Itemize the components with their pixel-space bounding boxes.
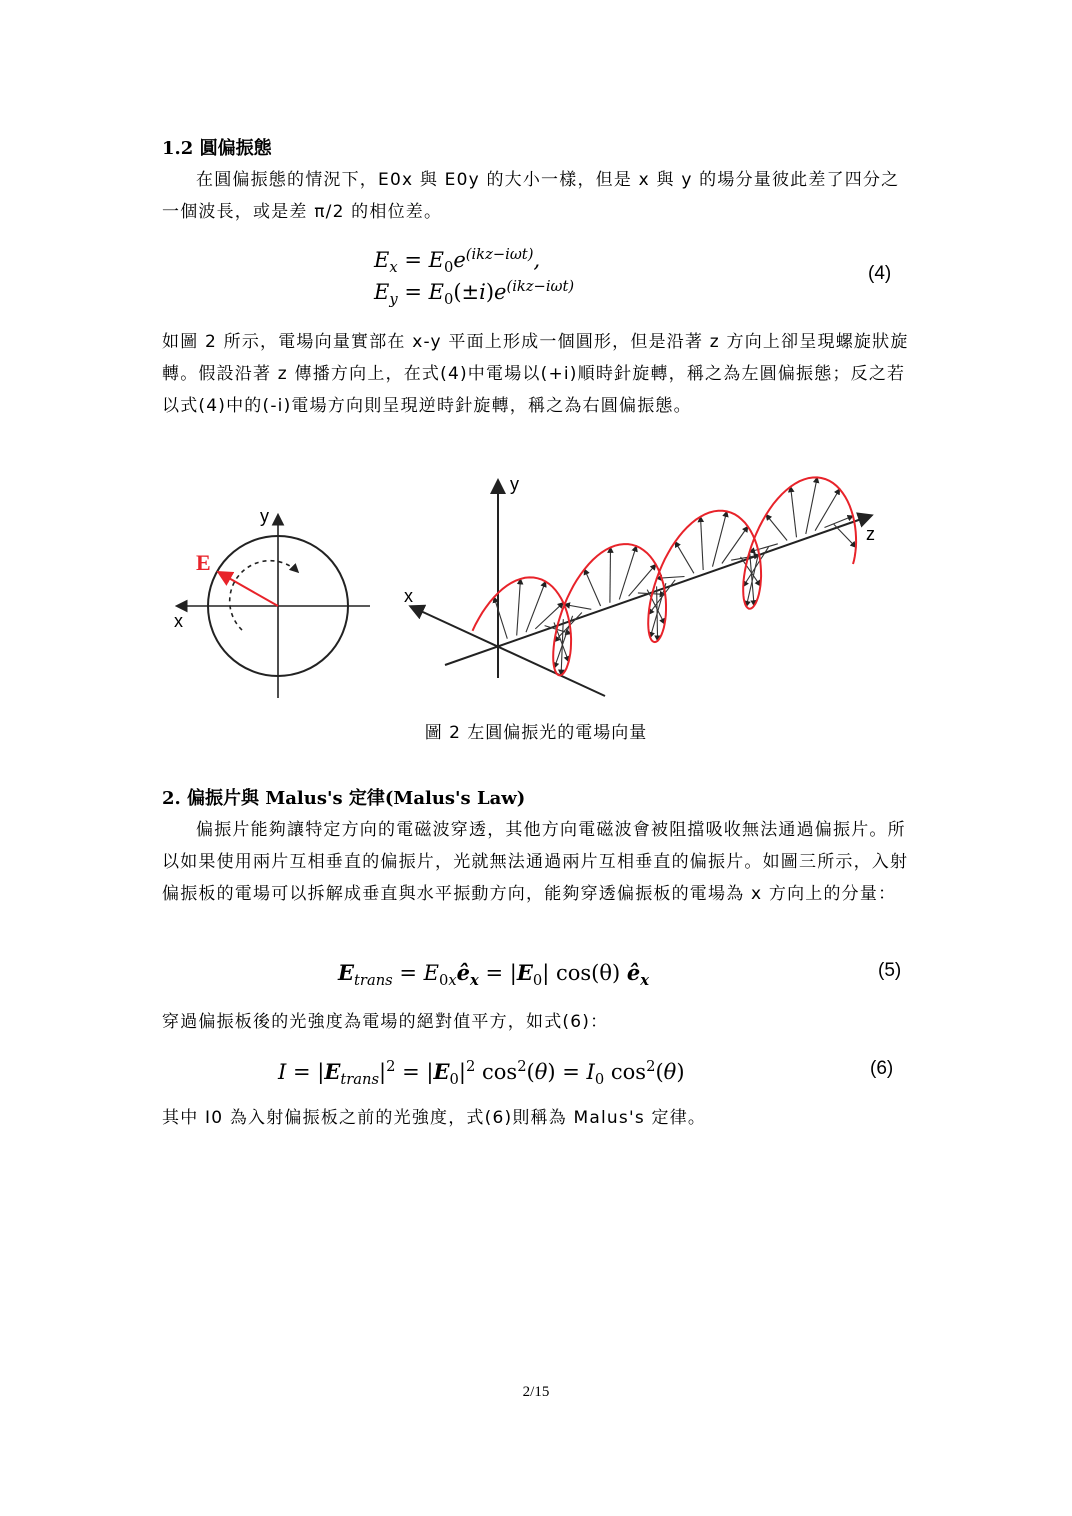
field-vector-arrow [619, 546, 636, 599]
equation-4-number: (4) [868, 263, 892, 284]
figure-2-caption: 圖 2 左圓偏振光的電場向量 [424, 723, 648, 743]
paragraph-intensity: 穿過偏振板後的光強度為電場的絕對值平方，如式(6)： [162, 1012, 609, 1032]
section-heading-2: 2. 偏振片與 Malus's 定律(Malus's Law) [162, 788, 526, 809]
equation-6-number: (6) [870, 1058, 894, 1079]
field-vector-arrow [585, 569, 601, 606]
field-vector-arrow [494, 597, 507, 639]
equation-4-line-1: $E_x = E_0e^{(ikz-i\omega t)}$, [374, 246, 541, 277]
figure-2 [150, 460, 910, 710]
field-vector-arrow [649, 580, 676, 615]
x-axis-3d [412, 607, 605, 696]
equation-6: $I = |E_{trans}|^2 = |E_0|^2$ $\cos^2(\theta) = I_0$ $\cos^2(\theta)$ [278, 1058, 685, 1089]
helix-curve [473, 477, 857, 675]
e-field-vector [220, 573, 278, 606]
field-vector-arrow [806, 477, 817, 534]
polarization-circle-diagram [174, 506, 370, 698]
helix-diagram [404, 474, 875, 696]
field-vector-arrow [675, 542, 694, 574]
paragraph-figure-description: 如圖 2 所示，電場向量實部在 x-y 平面上形成一個圓形，但是沿著 z 方向上卻呈現螺旋狀旋轉。假設沿著 z 傳播方向上，在式(4)中電場以(+i)順時針旋轉，稱之為左圓偏振態；反之若以式(4)中的(-i)電場方向則呈現逆時針旋轉，稱之為右圓偏振態。 [162, 332, 909, 416]
label-y-left: y [260, 506, 269, 526]
paragraph-circular-intro: 在圓偏振態的情況下，E0x 與 E0y 的大小一樣，但是 x 與 y 的場分量彼此差了四分之一個波長，或是差 π/2 的相位差。 [162, 170, 900, 222]
label-x-left: x [174, 611, 183, 631]
field-vector-arrow [526, 582, 546, 633]
field-vector-arrow [766, 515, 787, 541]
field-vector-arrow [565, 605, 592, 610]
field-vector-arrow [701, 517, 704, 570]
field-vector-arrow [610, 547, 611, 602]
label-y-right: y [510, 474, 519, 494]
section-heading-1-2: 1.2 圓偏振態 [162, 138, 272, 159]
field-vector-arrow [517, 579, 521, 636]
field-vector-arrow [815, 489, 840, 531]
label-z-right: z [866, 524, 875, 544]
field-vectors [494, 477, 856, 675]
field-vector-arrow [834, 524, 856, 547]
equation-4-line-2: $E_y = E_0(\pm i)e^{(ikz-i\omega t)}$ [374, 278, 575, 309]
paragraph-malus-conclusion: 其中 I0 為入射偏振板之前的光強度，式(6)則稱為 Malus's 定律。 [162, 1108, 707, 1128]
label-e-field: E [196, 550, 211, 575]
equation-5-number: (5) [878, 960, 902, 981]
rotation-arrow [230, 561, 298, 630]
field-vector-arrow [791, 487, 797, 538]
page-number: 2/15 [522, 1384, 550, 1400]
paragraph-polarizer-intro: 偏振片能夠讓特定方向的電磁波穿透，其他方向電磁波會被阻擋吸收無法通過偏振片。所以如果使用兩片互相垂直的偏振片，光就無法通過兩片互相垂直的偏振片。如圖三所示，入射偏振板的電場可以拆解成垂直與水平振動方向，能夠穿透偏振板的電場為 x 方向上的分量： [162, 820, 909, 904]
equation-5: $E_{trans}$ = $E_{0x}ê_x = |E_0|$ cos(θ) $ê_x$ [338, 960, 650, 990]
label-x-right: x [404, 586, 413, 606]
z-axis-3d [445, 516, 870, 665]
field-vector-arrow [825, 516, 854, 528]
field-vector-arrow [629, 564, 656, 596]
field-vector-arrow [713, 511, 727, 566]
